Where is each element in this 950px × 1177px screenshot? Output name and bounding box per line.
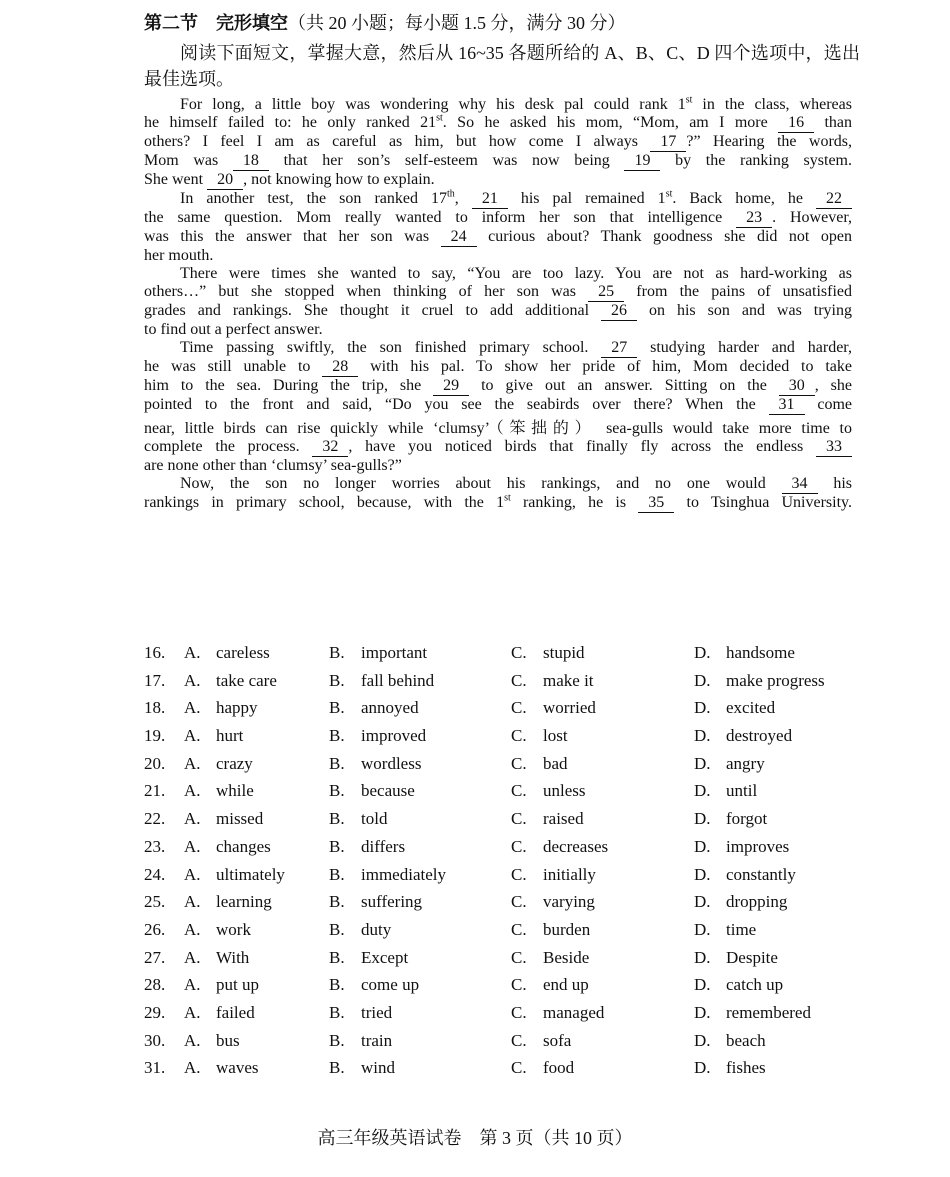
question-number: 18. <box>144 698 166 718</box>
question-number: 17. <box>144 670 166 690</box>
option-letter: D. <box>694 670 711 690</box>
option-d[interactable] <box>694 698 775 718</box>
passage-line: Mom was 18 that her son’s self-esteem was now being 19 by the ranking system. <box>144 152 852 169</box>
option-letter: B. <box>329 726 345 746</box>
option-letter: C. <box>511 1058 527 1078</box>
option-d[interactable] <box>694 809 767 829</box>
blank-30[interactable]: 30 <box>779 377 815 396</box>
option-letter: A. <box>184 1058 201 1078</box>
option-text: beach <box>726 1030 766 1050</box>
option-letter: A. <box>184 781 201 801</box>
option-text: bus <box>216 1030 240 1050</box>
option-row <box>144 892 864 920</box>
blank-22[interactable]: 22 <box>816 190 852 209</box>
option-d[interactable] <box>694 671 825 691</box>
cloze-passage <box>144 96 852 513</box>
option-letter: A. <box>184 975 201 995</box>
option-letter: C. <box>511 836 527 856</box>
blank-19[interactable]: 19 <box>624 152 660 171</box>
passage-line: rankings in primary school, because, with the 1st ranking, he is 35 to Tsinghua University. <box>144 492 853 511</box>
question-number: 16. <box>144 643 166 662</box>
instructions: 阅读下面短文，掌握大意，然后从 16~35 各题所给的 A、B、C、D 四个选项中，选出最佳选项。 <box>144 43 860 89</box>
option-a[interactable] <box>184 837 271 857</box>
option-row <box>144 671 864 699</box>
option-d[interactable] <box>694 754 765 774</box>
option-a[interactable] <box>184 865 285 885</box>
option-letter: B. <box>329 643 345 662</box>
option-text: initially <box>543 864 596 884</box>
passage-line: Now, the son no longer worries about his rankings, and no one would 34 his <box>180 475 852 492</box>
option-text: while <box>216 781 254 801</box>
passage-line: others? I feel I am as careful as him, but how come I always 17 ?” Hearing the words, <box>144 133 853 150</box>
option-b[interactable] <box>329 726 426 746</box>
option-letter: D. <box>694 975 711 995</box>
option-letter: B. <box>329 809 345 829</box>
option-text: immediately <box>361 864 446 884</box>
option-letter: A. <box>184 670 201 690</box>
option-d[interactable] <box>694 865 796 885</box>
blank-18[interactable]: 18 <box>233 152 269 171</box>
option-row <box>144 865 864 893</box>
option-row <box>144 948 864 976</box>
option-b[interactable] <box>329 809 387 829</box>
option-text: differs <box>361 836 406 856</box>
passage-line: Time passing swiftly, the son finished primary school. 27 studying harder and harder, <box>180 339 852 356</box>
passage-line: are none other than ‘clumsy’ sea-gulls?” <box>144 457 402 474</box>
option-letter: A. <box>184 698 201 718</box>
option-letter: B. <box>329 892 345 912</box>
option-text: changes <box>216 836 271 856</box>
option-row <box>144 754 864 782</box>
passage-line: In another test, the son ranked 17th, 21 his pal remained 1st. Back home, he 22 <box>144 190 852 209</box>
passage-line: he was still unable to 28 with his pal. To show her pride of him, Mom decided to take <box>144 358 852 375</box>
option-row <box>144 698 864 726</box>
option-text: until <box>726 781 758 801</box>
option-a[interactable] <box>184 1058 258 1078</box>
option-row <box>144 1003 864 1031</box>
option-letter: B. <box>329 670 345 690</box>
option-letter: A. <box>184 1030 201 1050</box>
option-text: constantly <box>726 864 796 884</box>
option-text: hurt <box>216 726 244 746</box>
option-c[interactable] <box>511 1003 604 1023</box>
question-number: 21. <box>144 781 166 801</box>
option-text: time <box>726 919 757 939</box>
option-d[interactable] <box>694 781 757 801</box>
option-letter: A. <box>184 836 201 856</box>
option-letter: D. <box>694 864 711 884</box>
section-header <box>144 10 864 36</box>
option-row <box>144 643 864 671</box>
option-a[interactable] <box>184 892 272 912</box>
option-a[interactable] <box>184 671 277 691</box>
option-b[interactable] <box>329 948 408 968</box>
blank-24[interactable]: 24 <box>441 228 477 247</box>
option-d[interactable] <box>694 1031 766 1051</box>
option-c[interactable] <box>511 698 596 718</box>
option-text: told <box>361 809 388 829</box>
option-text: missed <box>216 809 264 829</box>
option-text: raised <box>543 809 584 829</box>
option-a[interactable] <box>184 1031 240 1051</box>
option-letter: A. <box>184 864 201 884</box>
option-text: improved <box>361 726 427 746</box>
passage-line: pointed to the front and said, “Do you see the seabirds over there? When the 31 come <box>144 396 852 413</box>
option-letter: D. <box>694 753 711 773</box>
option-b[interactable] <box>329 1031 392 1051</box>
option-text: annoyed <box>361 698 419 718</box>
option-b[interactable] <box>329 754 421 774</box>
option-c[interactable] <box>511 837 608 857</box>
option-d[interactable] <box>694 1058 766 1078</box>
option-c[interactable] <box>511 1031 571 1051</box>
option-b[interactable] <box>329 865 446 885</box>
question-number: 29. <box>144 1002 166 1022</box>
question-number: 25. <box>144 892 166 912</box>
option-letter: A. <box>184 643 201 662</box>
option-a[interactable] <box>184 643 270 663</box>
passage-line: near, little birds can rise quickly while ‘clumsy’（笨拙的） sea-gulls would take more time to <box>144 420 852 437</box>
option-c[interactable] <box>511 671 594 691</box>
option-text: because <box>361 781 415 801</box>
option-letter: D. <box>694 1002 711 1022</box>
option-text: angry <box>726 753 765 773</box>
passage-line: him to the sea. During the trip, she 29 to give out an answer. Sitting on the 30 , she <box>144 377 852 394</box>
option-text: failed <box>216 1002 255 1022</box>
option-b[interactable] <box>329 1058 395 1078</box>
option-row <box>144 781 864 809</box>
option-row <box>144 726 864 754</box>
option-letter: C. <box>511 781 527 801</box>
blank-27[interactable]: 27 <box>601 339 637 358</box>
passage-line: For long, a little boy was wondering why his desk pal could rank 1st in the class, whereas <box>180 94 852 113</box>
option-a[interactable] <box>184 920 251 940</box>
passage-line: others…” but she stopped when thinking of her son was 25 from the pains of unsatisfied <box>144 283 852 300</box>
option-c[interactable] <box>511 809 584 829</box>
option-d[interactable] <box>694 726 792 746</box>
option-a[interactable] <box>184 975 259 995</box>
option-text: put up <box>216 975 259 995</box>
option-text: make it <box>543 670 594 690</box>
answer-options <box>144 643 864 1086</box>
option-text: fall behind <box>361 670 435 690</box>
option-row <box>144 975 864 1003</box>
option-b[interactable] <box>329 892 422 912</box>
blank-31[interactable]: 31 <box>769 396 805 415</box>
option-c[interactable] <box>511 726 568 746</box>
option-b[interactable] <box>329 837 405 857</box>
blank-21[interactable]: 21 <box>472 190 508 209</box>
question-number: 31. <box>144 1058 166 1078</box>
option-letter: A. <box>184 809 201 829</box>
question-number: 27. <box>144 947 166 967</box>
option-letter: C. <box>511 975 527 995</box>
option-letter: D. <box>694 809 711 829</box>
option-letter: D. <box>694 892 711 912</box>
option-letter: D. <box>694 836 711 856</box>
option-d[interactable] <box>694 892 787 912</box>
blank-28[interactable]: 28 <box>322 358 358 377</box>
option-letter: B. <box>329 947 345 967</box>
option-text: catch up <box>726 975 784 995</box>
option-text: ultimately <box>216 864 285 884</box>
blank-33[interactable]: 33 <box>816 438 852 457</box>
option-c[interactable] <box>511 948 589 968</box>
passage-line: her mouth. <box>144 247 214 264</box>
option-text: With <box>216 947 250 967</box>
section-title: 第二节 完形填空 <box>144 13 288 33</box>
blank-29[interactable]: 29 <box>433 377 469 396</box>
option-letter: C. <box>511 809 527 829</box>
passage-line: There were times she wanted to say, “You are too lazy. You are not as hard-working as <box>180 265 852 282</box>
option-b[interactable] <box>329 975 419 995</box>
option-letter: C. <box>511 698 527 718</box>
blank-35[interactable]: 35 <box>638 494 674 513</box>
option-c[interactable] <box>511 920 590 940</box>
section-subtitle: （共 20 小题；每小题 1.5 分，满分 30 分） <box>288 13 626 33</box>
option-text: learning <box>216 892 272 912</box>
option-text: crazy <box>216 753 253 773</box>
option-text: stupid <box>543 643 585 662</box>
option-d[interactable] <box>694 1003 811 1023</box>
option-text: happy <box>216 698 258 718</box>
blank-23[interactable]: 23 <box>736 209 772 228</box>
option-letter: C. <box>511 864 527 884</box>
passage-line: to find out a perfect answer. <box>144 321 323 338</box>
option-a[interactable] <box>184 698 258 718</box>
option-letter: D. <box>694 643 711 662</box>
option-text: end up <box>543 975 589 995</box>
option-text: work <box>216 919 251 939</box>
option-c[interactable] <box>511 1058 574 1078</box>
option-letter: B. <box>329 753 345 773</box>
passage-line: he himself failed to: he only ranked 21st. So he asked his mom, “Mom, am I more 16 than <box>144 112 853 131</box>
option-text: handsome <box>726 643 795 662</box>
option-row <box>144 1031 864 1059</box>
option-letter: A. <box>184 892 201 912</box>
blank-17[interactable]: 17 <box>650 133 686 152</box>
blank-20[interactable]: 20 <box>207 171 243 190</box>
option-a[interactable] <box>184 948 249 968</box>
option-text: take care <box>216 670 277 690</box>
blank-25[interactable]: 25 <box>588 283 624 302</box>
option-letter: D. <box>694 1058 711 1078</box>
option-text: decreases <box>543 836 609 856</box>
option-text: forgot <box>726 809 768 829</box>
option-text: burden <box>543 919 591 939</box>
option-text: excited <box>726 698 776 718</box>
option-letter: D. <box>694 919 711 939</box>
option-c[interactable] <box>511 975 589 995</box>
option-d[interactable] <box>694 975 783 995</box>
option-letter: C. <box>511 726 527 746</box>
option-letter: C. <box>511 1002 527 1022</box>
option-text: duty <box>361 919 392 939</box>
option-d[interactable] <box>694 948 778 968</box>
option-a[interactable] <box>184 1003 255 1023</box>
option-b[interactable] <box>329 671 434 691</box>
option-letter: C. <box>511 643 527 662</box>
option-d[interactable] <box>694 920 756 940</box>
option-c[interactable] <box>511 892 595 912</box>
option-letter: B. <box>329 1058 345 1078</box>
page-footer: 高三年级英语试卷 第 3 页（共 10 页） <box>317 1128 633 1148</box>
option-letter: D. <box>694 781 711 801</box>
option-c[interactable] <box>511 781 586 801</box>
option-letter: C. <box>511 919 527 939</box>
option-b[interactable] <box>329 643 427 663</box>
option-text: remembered <box>726 1002 811 1022</box>
option-a[interactable] <box>184 809 263 829</box>
question-number: 26. <box>144 919 166 939</box>
option-letter: B. <box>329 864 345 884</box>
option-c[interactable] <box>511 643 585 663</box>
option-text: train <box>361 1030 393 1050</box>
option-b[interactable] <box>329 781 415 801</box>
blank-34[interactable]: 34 <box>782 475 818 494</box>
option-letter: B. <box>329 975 345 995</box>
option-text: waves <box>216 1058 259 1078</box>
option-row <box>144 809 864 837</box>
option-text: suffering <box>361 892 423 912</box>
option-text: important <box>361 643 428 662</box>
option-letter: B. <box>329 781 345 801</box>
option-text: wind <box>361 1058 395 1078</box>
option-text: wordless <box>361 753 422 773</box>
option-text: dropping <box>726 892 788 912</box>
option-letter: A. <box>184 947 201 967</box>
option-letter: A. <box>184 1002 201 1022</box>
option-a[interactable] <box>184 781 254 801</box>
option-row <box>144 1058 864 1086</box>
passage-line: complete the process. 32 , have you noticed birds that finally fly across the endless 33 <box>144 438 852 457</box>
option-text: bad <box>543 753 568 773</box>
question-number: 28. <box>144 975 166 995</box>
option-letter: C. <box>511 892 527 912</box>
option-letter: D. <box>694 1030 711 1050</box>
blank-26[interactable]: 26 <box>601 302 637 321</box>
option-letter: B. <box>329 1002 345 1022</box>
option-letter: A. <box>184 919 201 939</box>
option-text: varying <box>543 892 595 912</box>
option-row <box>144 920 864 948</box>
option-text: come up <box>361 975 420 995</box>
option-text: fishes <box>726 1058 766 1078</box>
option-text: Except <box>361 947 409 967</box>
option-letter: A. <box>184 753 201 773</box>
option-text: sofa <box>543 1030 572 1050</box>
option-text: make progress <box>726 670 825 690</box>
option-letter: B. <box>329 919 345 939</box>
option-a[interactable] <box>184 754 253 774</box>
option-d[interactable] <box>694 837 789 857</box>
question-number: 22. <box>144 809 166 829</box>
option-letter: A. <box>184 726 201 746</box>
option-text: lost <box>543 726 568 746</box>
option-b[interactable] <box>329 920 391 940</box>
option-text: managed <box>543 1002 605 1022</box>
option-text: careless <box>216 643 270 662</box>
option-text: destroyed <box>726 726 793 746</box>
passage-line: was this the answer that her son was 24 curious about? Thank goodness she did not open <box>144 228 852 245</box>
blank-16[interactable]: 16 <box>778 114 814 133</box>
option-text: tried <box>361 1002 393 1022</box>
option-letter: C. <box>511 947 527 967</box>
option-a[interactable] <box>184 726 243 746</box>
option-b[interactable] <box>329 1003 392 1023</box>
question-number: 20. <box>144 753 166 773</box>
passage-line: the same question. Mom really wanted to inform her son that intelligence 23 . However, <box>144 209 852 226</box>
option-letter: D. <box>694 947 711 967</box>
question-number: 30. <box>144 1030 166 1050</box>
option-c[interactable] <box>511 865 596 885</box>
option-text: worried <box>543 698 596 718</box>
passage-line: grades and rankings. She thought it cruel to add additional 26 on his son and was trying <box>144 302 852 319</box>
option-letter: D. <box>694 726 711 746</box>
question-number: 23. <box>144 836 166 856</box>
option-text: Beside <box>543 947 590 967</box>
option-letter: C. <box>511 670 527 690</box>
option-text: unless <box>543 781 586 801</box>
option-b[interactable] <box>329 698 419 718</box>
passage-line: She went 20 , not knowing how to explain. <box>144 171 435 188</box>
question-number: 19. <box>144 726 166 746</box>
question-number: 24. <box>144 864 166 884</box>
blank-32[interactable]: 32 <box>312 438 348 457</box>
option-letter: B. <box>329 698 345 718</box>
option-text: improves <box>726 836 790 856</box>
option-text: Despite <box>726 947 778 967</box>
option-d[interactable] <box>694 643 795 663</box>
option-c[interactable] <box>511 754 568 774</box>
option-letter: C. <box>511 1030 527 1050</box>
option-letter: D. <box>694 698 711 718</box>
option-letter: B. <box>329 1030 345 1050</box>
option-letter: B. <box>329 836 345 856</box>
option-letter: C. <box>511 753 527 773</box>
option-text: food <box>543 1058 575 1078</box>
option-row <box>144 837 864 865</box>
